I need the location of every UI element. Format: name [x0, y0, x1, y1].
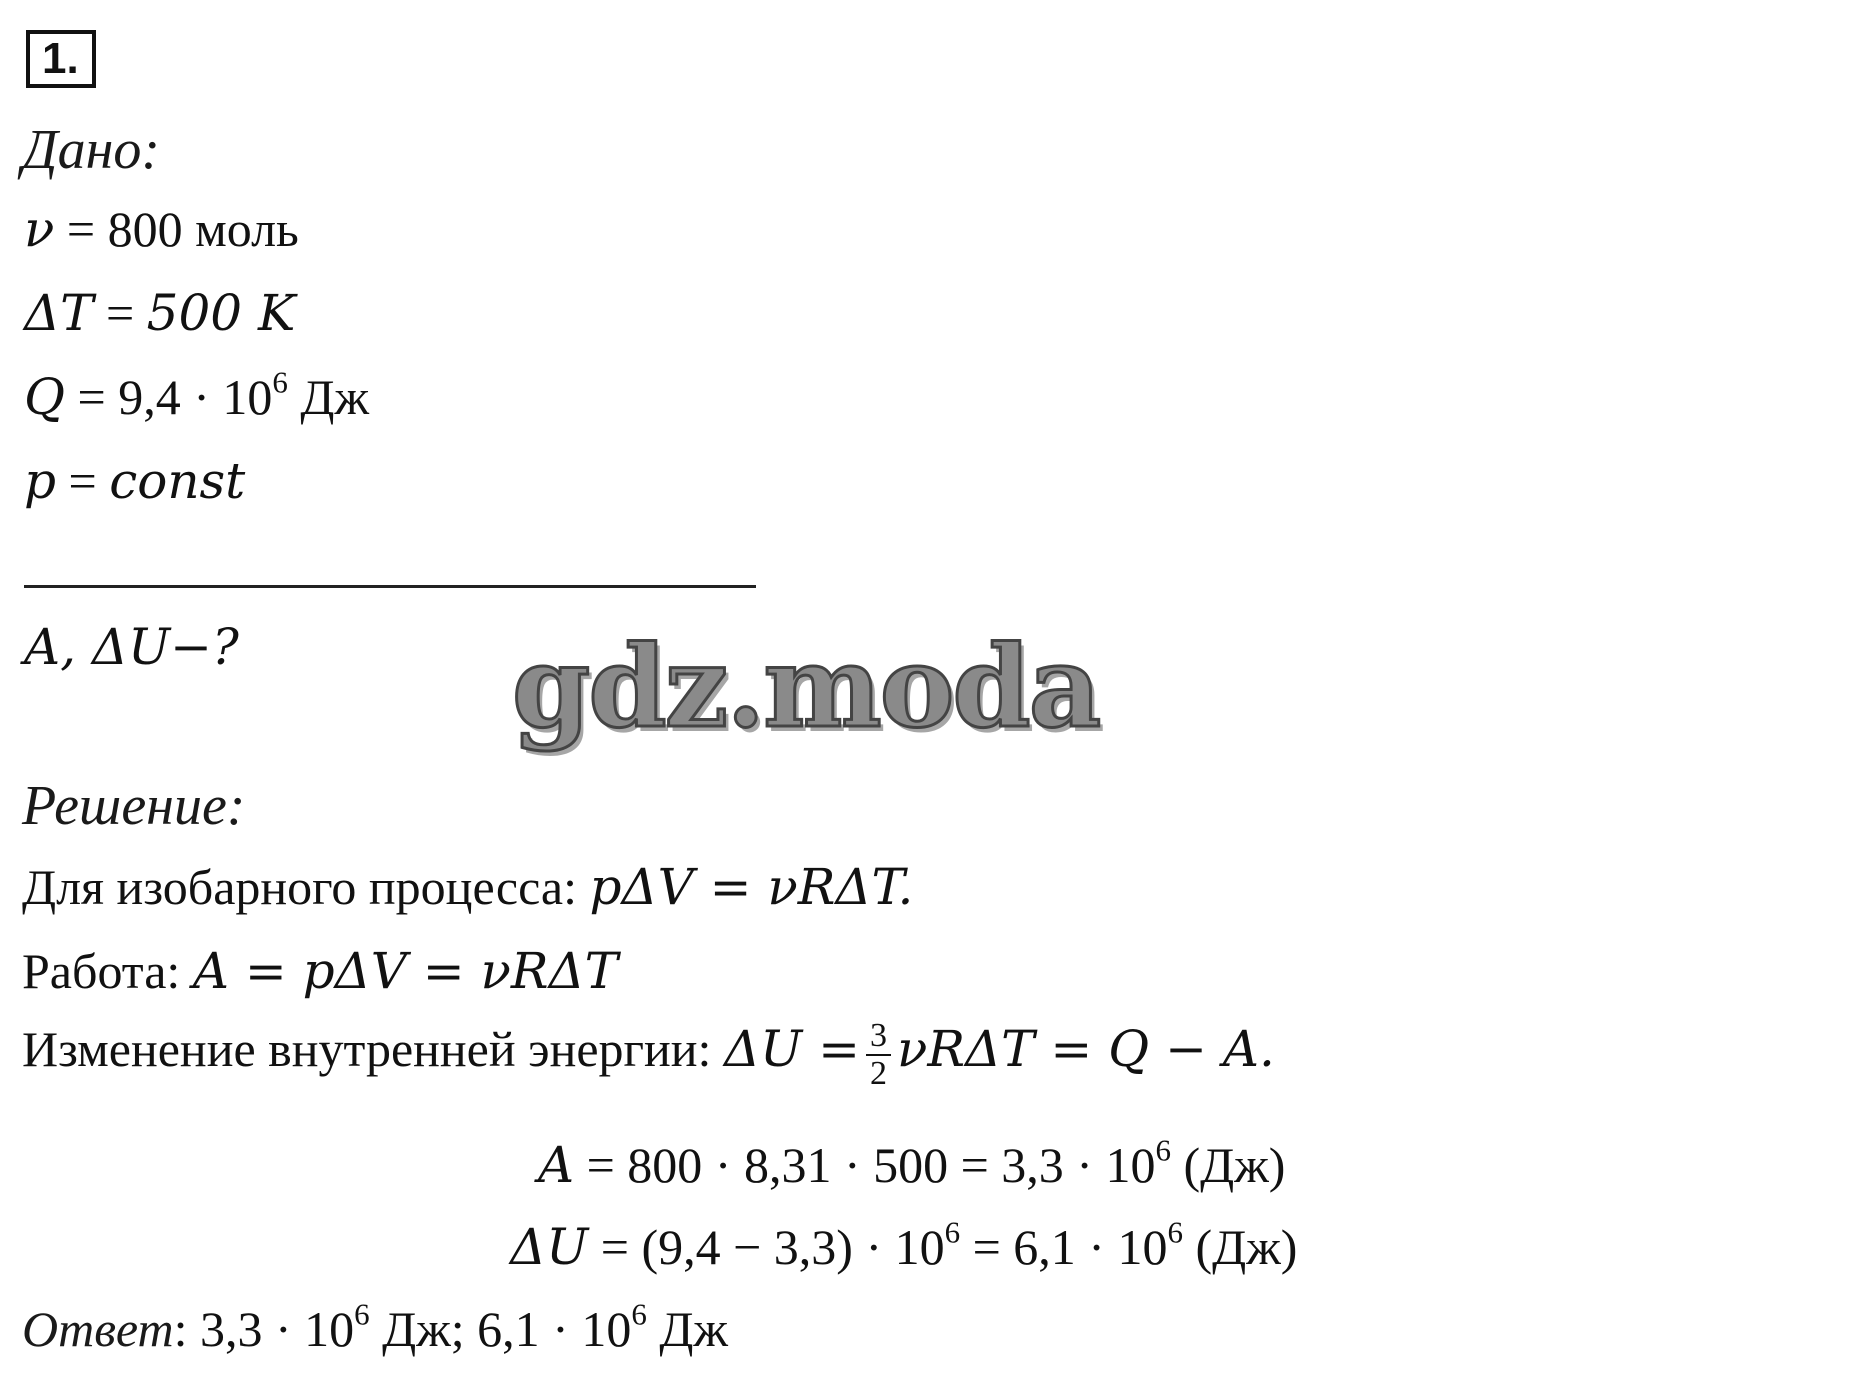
fraction-denominator: 2 — [870, 1054, 887, 1092]
calc-work-unit: (Дж) — [1170, 1137, 1286, 1193]
given-q-symbol: Q — [24, 368, 65, 426]
calc-line-work — [538, 1132, 1286, 1194]
given-nu-value: 800 моль — [107, 201, 299, 257]
answer-colon: : — [173, 1301, 200, 1357]
fraction-numerator: 3 — [866, 1018, 891, 1056]
answer-exp1: 6 — [354, 1296, 370, 1332]
given-nu-symbol: ν — [24, 200, 55, 258]
solution-line-1-text: Для изобарного процесса: — [22, 859, 590, 915]
answer-part1: 3,3 · 10 — [199, 1301, 355, 1357]
given-q-value: 9,4 · 10 — [118, 369, 273, 425]
given-p-symbol: p — [24, 452, 57, 510]
solution-line-3-text: Изменение внутренней энергии: — [22, 1021, 724, 1078]
given-dt-symbol: ΔT — [24, 284, 94, 342]
answer-part2: Дж; 6,1 · 10 — [369, 1301, 632, 1357]
given-q-unit: Дж — [287, 369, 370, 425]
solution-line-3-lhs: ΔU = — [723, 1020, 860, 1079]
calc-du-a: = (9,4 − 3,3) · 10 — [588, 1219, 945, 1275]
calc-du-lhs: ΔU — [510, 1218, 589, 1276]
given-q-exp: 6 — [272, 364, 288, 400]
find-line: A, ΔU−? — [24, 618, 239, 676]
solution-line-2 — [22, 942, 619, 1000]
solution-line-3 — [22, 1018, 1275, 1091]
solution-line-3-rhs: νRΔT = Q − A. — [897, 1020, 1275, 1079]
given-line-dt: ΔT = 500 K — [24, 284, 296, 342]
given-divider — [24, 585, 756, 588]
given-p-value: const — [109, 452, 246, 510]
given-dt-value: 500 K — [146, 284, 296, 342]
answer-label: Ответ — [22, 1301, 174, 1357]
calc-du-exp1: 6 — [944, 1214, 961, 1250]
fraction-three-halves — [866, 1018, 891, 1091]
answer-part3: Дж — [646, 1301, 728, 1357]
calc-work-exp: 6 — [1155, 1132, 1171, 1168]
answer-line — [22, 1296, 728, 1357]
calc-du-exp2: 6 — [1167, 1214, 1183, 1250]
solution-header: Решение: — [22, 775, 246, 837]
solution-line-1 — [22, 858, 914, 916]
solution-line-1-formula: pΔV = νRΔT. — [589, 858, 914, 916]
given-line-nu: ν = 800 моль — [24, 200, 299, 258]
calc-work-lhs: A — [538, 1136, 575, 1194]
calc-work-mid: = 800 · 8,31 · 500 = 3,3 · 10 — [574, 1137, 1156, 1193]
watermark: gdz.moda — [512, 622, 1100, 753]
given-header: Дано: — [22, 119, 161, 181]
solution-line-2-formula: A = pΔV = νRΔT — [192, 942, 619, 1000]
problem-number: 1. — [26, 30, 96, 88]
calc-du-b: = 6,1 · 10 — [960, 1219, 1168, 1275]
given-line-q: $Q = 9,4 \cdot 10^6$ Дж — [24, 364, 370, 426]
calc-du-unit: (Дж) — [1182, 1219, 1298, 1275]
solution-line-2-text: Работа: — [22, 943, 193, 999]
answer-exp2: 6 — [631, 1296, 647, 1332]
calc-line-du — [510, 1214, 1298, 1276]
given-line-p: p = const — [24, 452, 246, 510]
